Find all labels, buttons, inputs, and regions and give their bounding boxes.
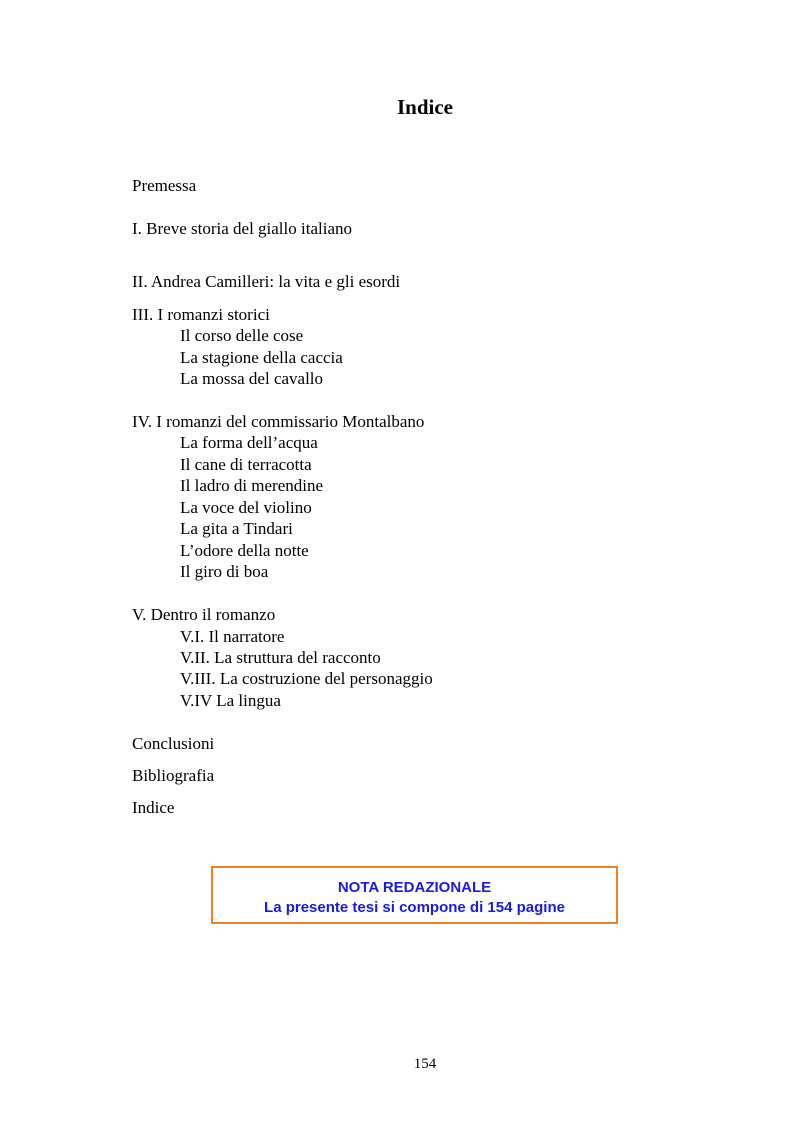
editorial-note-heading: NOTA REDAZIONALE	[337, 879, 492, 896]
toc-subentry: V.IV La lingua	[180, 691, 281, 710]
toc-subentry: L’odore della notte	[180, 541, 309, 560]
toc-entry-premessa: Premessa	[132, 176, 197, 195]
editorial-note-text: La presente tesi si compone di 154 pagine	[264, 899, 565, 916]
toc-entry-chapter-5: V. Dentro il romanzo	[132, 605, 276, 624]
toc-entry-chapter-4: IV. I romanzi del commissario Montalbano	[132, 412, 425, 431]
toc-entry-chapter-3: III. I romanzi storici	[132, 305, 270, 324]
toc-subentry: V.II. La struttura del racconto	[180, 648, 381, 667]
toc-entry-bibliografia: Bibliografia	[132, 766, 215, 785]
toc-subentry: La mossa del cavallo	[180, 369, 324, 388]
toc-subentry: Il corso delle cose	[180, 326, 304, 345]
toc-subentry: La stagione della caccia	[180, 348, 343, 367]
toc-entry-indice: Indice	[132, 798, 175, 817]
page-title: Indice	[396, 95, 453, 119]
page-number: 154	[413, 1056, 437, 1072]
toc-entry-chapter-2: II. Andrea Camilleri: la vita e gli esordi	[132, 272, 401, 291]
editorial-note-box	[211, 866, 618, 924]
toc-subentry: La forma dell’acqua	[180, 433, 318, 452]
toc-subentry: Il giro di boa	[180, 562, 269, 581]
toc-subentry: V.III. La costruzione del personaggio	[180, 669, 433, 688]
toc-subentry: V.I. Il narratore	[180, 627, 285, 646]
toc-entry-conclusioni: Conclusioni	[132, 734, 215, 753]
toc-subentry: Il ladro di merendine	[180, 476, 324, 495]
toc-subentry: La gita a Tindari	[180, 519, 293, 538]
toc-subentry: Il cane di terracotta	[180, 455, 312, 474]
toc-entry-chapter-1: I. Breve storia del giallo italiano	[132, 219, 352, 238]
toc-subentry: La voce del violino	[180, 498, 312, 517]
